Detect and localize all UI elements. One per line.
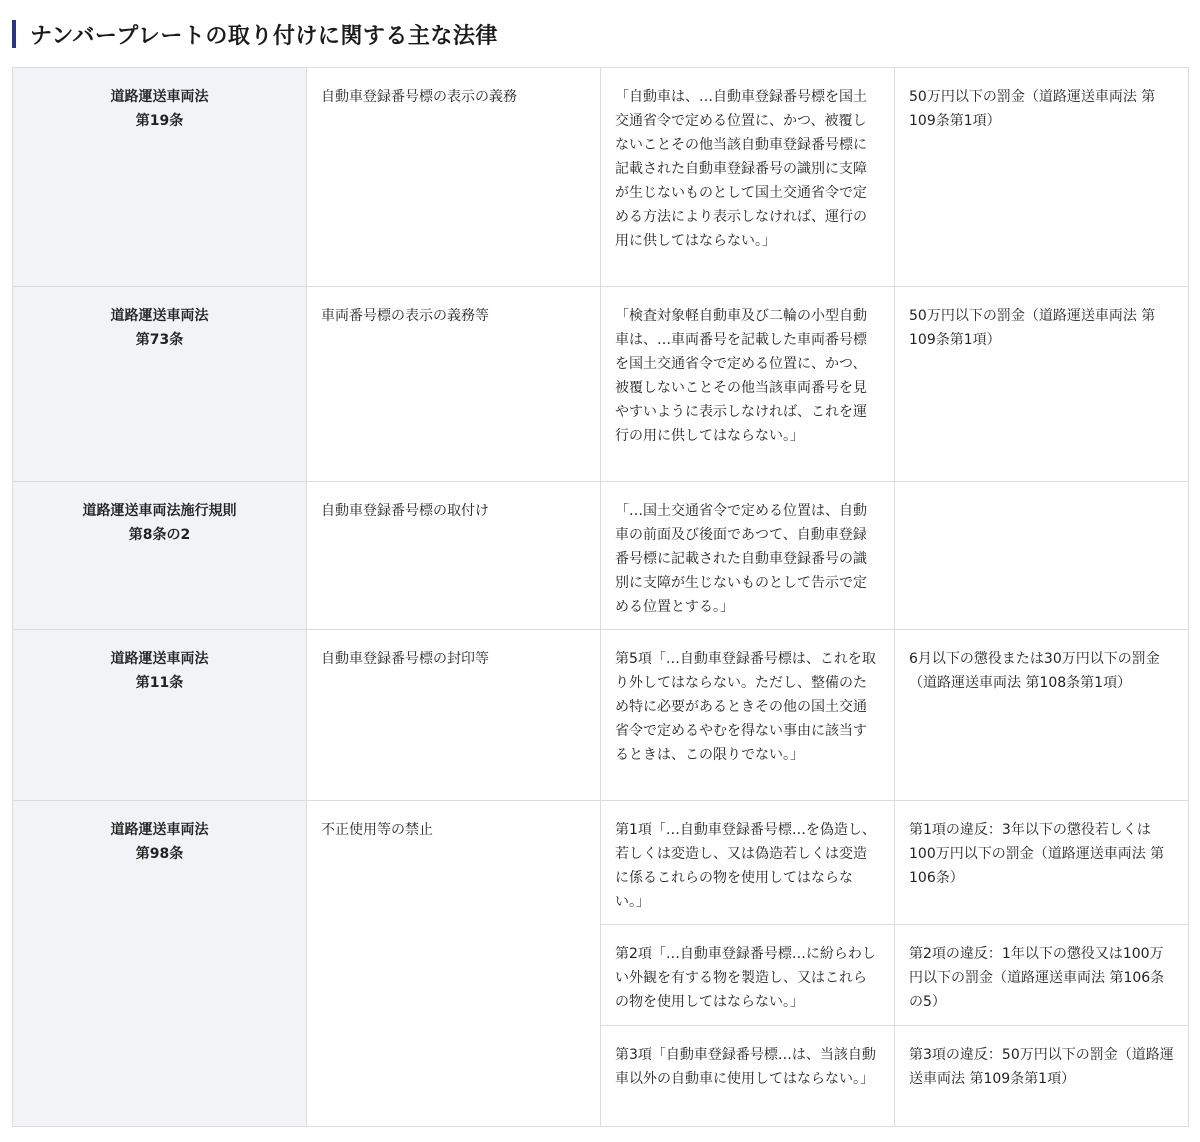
clause-text-cell: 「自動車は、…自動車登録番号標を国土交通省令で定める位置に、かつ、被覆しないことその他当該自動車登録番号標に記載された自動車登録番号の識別に支障が生じないものとして国土交通省令で定める方法により表示しなければ、運行の用に供してはならない。」	[601, 68, 895, 287]
table-row	[13, 801, 1189, 925]
table-row	[13, 287, 1189, 482]
table-row	[13, 68, 1189, 287]
law-article: 第98条	[135, 846, 184, 862]
law-name: 道路運送車両法	[110, 308, 209, 324]
topic-cell: 不正使用等の禁止	[307, 801, 601, 1127]
law-table	[12, 67, 1189, 1127]
clause-text-cell: 「検査対象軽自動車及び二輪の小型自動車は、…車両番号を記載した車両番号標を国土交通省令で定める位置に、かつ、被覆しないことその他当該車両番号を見やすいように表示しなければ、これを運行の用に供してはならない。」	[601, 287, 895, 482]
penalty-cell: 第3項の違反：50万円以下の罰金（道路運送車両法 第109条第1項）	[895, 1026, 1189, 1127]
law-name: 道路運送車両法	[110, 651, 209, 667]
law-article: 第8条の2	[128, 527, 191, 543]
topic-cell: 自動車登録番号標の封印等	[307, 630, 601, 801]
topic-cell: 自動車登録番号標の表示の義務	[307, 68, 601, 287]
law-article: 第19条	[135, 113, 184, 129]
law-name-cell	[13, 287, 307, 482]
table-row	[13, 630, 1189, 801]
penalty-cell: 50万円以下の罰金（道路運送車両法 第109条第1項）	[895, 68, 1189, 287]
table-row	[13, 482, 1189, 630]
law-name: 道路運送車両法	[110, 822, 209, 838]
clause-text-cell: 第5項「…自動車登録番号標は、これを取り外してはならない。ただし、整備のため特に必要があるときその他の国土交通省令で定めるやむを得ない事由に該当するときは、この限りでない。」	[601, 630, 895, 801]
clause-text-cell: 第1項「…自動車登録番号標…を偽造し、若しくは変造し、又は偽造若しくは変造に係るこれらの物を使用してはならない。」	[601, 801, 895, 925]
section-heading	[12, 18, 498, 50]
clause-text-cell: 第2項「…自動車登録番号標…に紛らわしい外観を有する物を製造し、又はこれらの物を使用してはならない。」	[601, 925, 895, 1026]
law-article: 第73条	[135, 332, 184, 348]
heading-accent-bar	[12, 20, 16, 48]
penalty-cell	[895, 482, 1189, 630]
law-name-cell	[13, 482, 307, 630]
topic-cell: 車両番号標の表示の義務等	[307, 287, 601, 482]
law-name-cell	[13, 68, 307, 287]
law-name: 道路運送車両法施行規則	[82, 503, 237, 519]
clause-text-cell: 「…国土交通省令で定める位置は、自動車の前面及び後面であつて、自動車登録番号標に記載された自動車登録番号の識別に支障が生じないものとして告示で定める位置とする。」	[601, 482, 895, 630]
penalty-cell: 6月以下の懲役または30万円以下の罰金（道路運送車両法 第108条第1項）	[895, 630, 1189, 801]
law-name-cell	[13, 630, 307, 801]
law-name: 道路運送車両法	[110, 89, 209, 105]
page-title: ナンバープレートの取り付けに関する主な法律	[30, 23, 498, 49]
penalty-cell: 第2項の違反：1年以下の懲役又は100万円以下の罰金（道路運送車両法 第106条の5）	[895, 925, 1189, 1026]
topic-cell: 自動車登録番号標の取付け	[307, 482, 601, 630]
law-article: 第11条	[135, 675, 184, 691]
penalty-cell: 第1項の違反：3年以下の懲役若しくは100万円以下の罰金（道路運送車両法 第106条）	[895, 801, 1189, 925]
penalty-cell: 50万円以下の罰金（道路運送車両法 第109条第1項）	[895, 287, 1189, 482]
law-name-cell	[13, 801, 307, 1127]
clause-text-cell: 第3項「自動車登録番号標…は、当該自動車以外の自動車に使用してはならない。」	[601, 1026, 895, 1127]
